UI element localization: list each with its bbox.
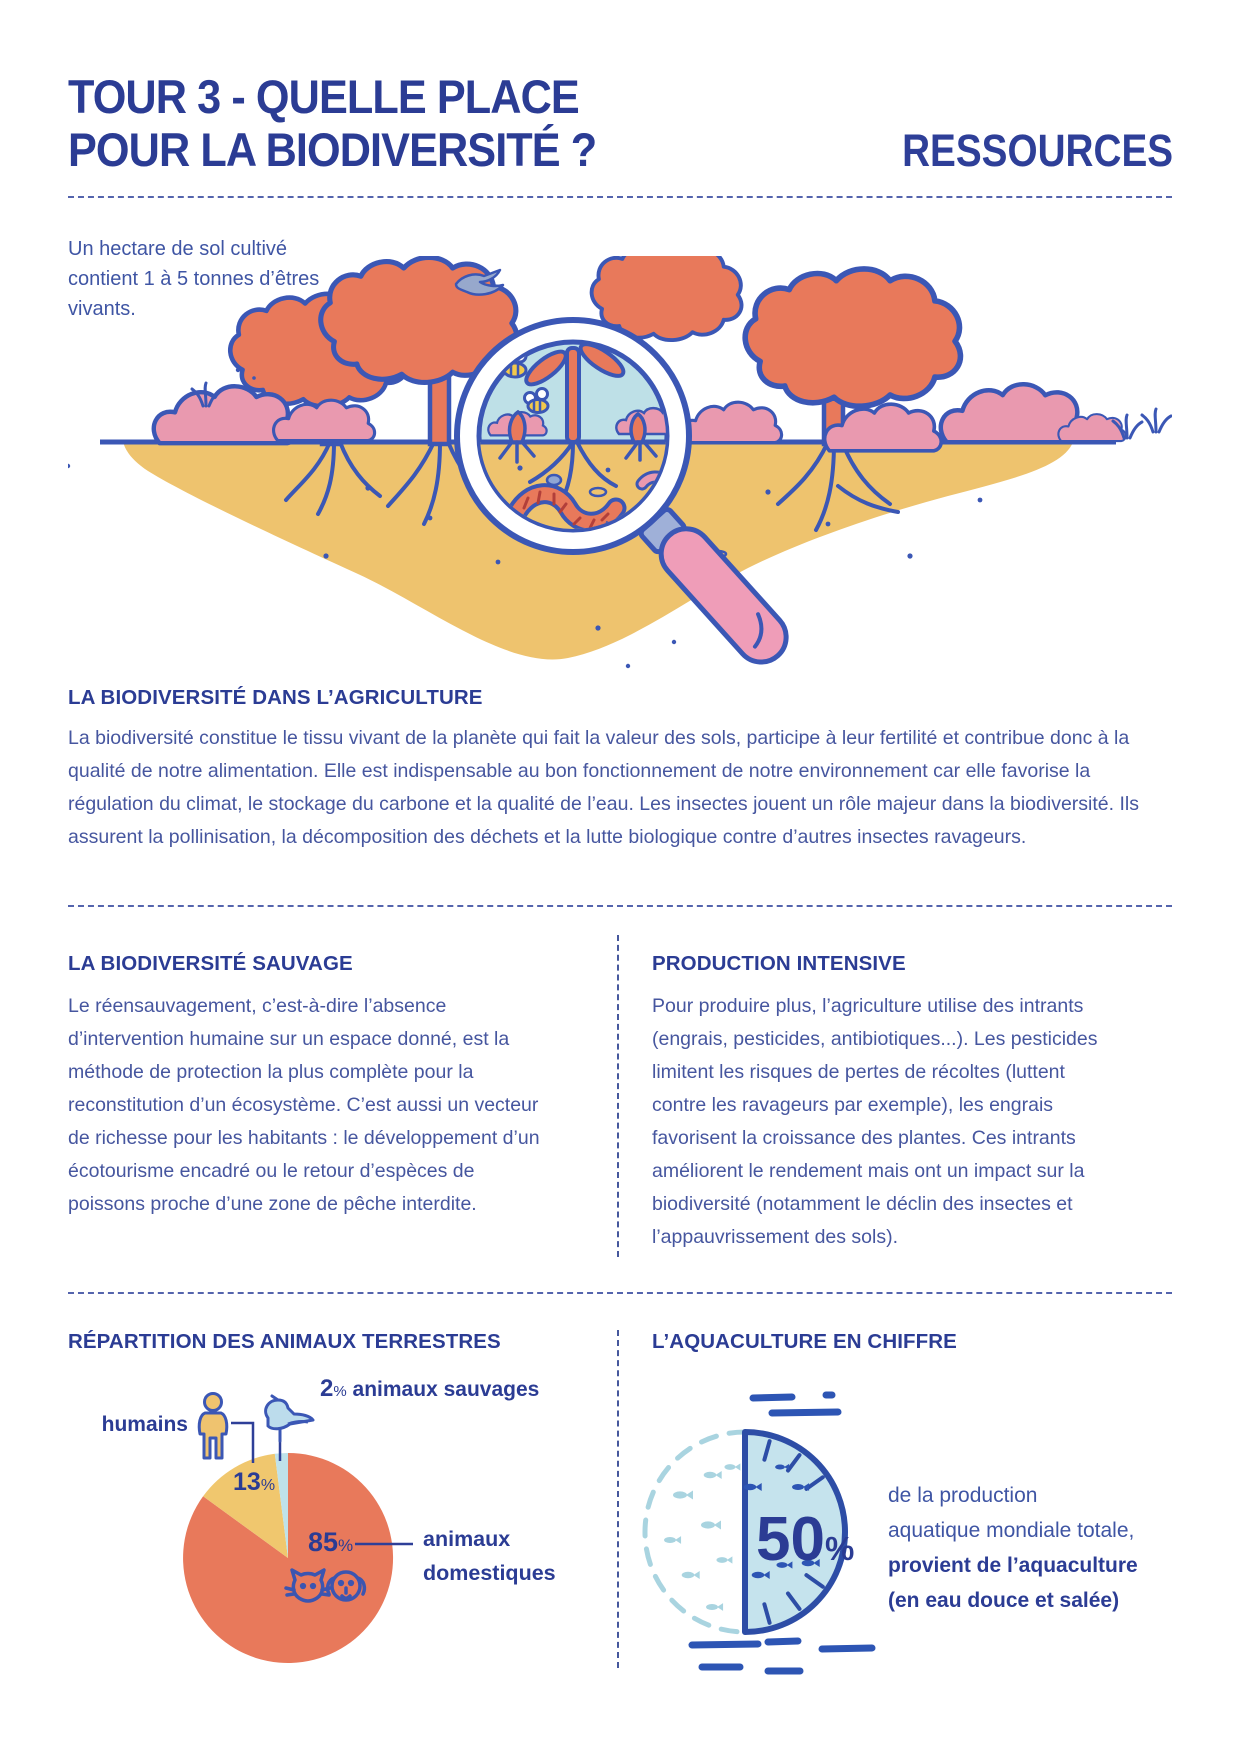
pie-label-domestic-1: animaux — [423, 1527, 511, 1551]
ressources-label: RESSOURCES — [902, 125, 1173, 176]
human-icon — [199, 1394, 227, 1459]
title-line-2: POUR LA BIODIVERSITÉ ? — [68, 123, 597, 176]
section-aquaculture-heading: L’AQUACULTURE EN CHIFFRE — [652, 1330, 957, 1353]
divider-bottom — [68, 1292, 1172, 1294]
pie-value-domestic: 85% — [308, 1527, 354, 1557]
column-divider-top — [617, 935, 619, 1257]
divider-middle — [68, 905, 1172, 907]
water-dashes-top — [753, 1395, 838, 1413]
divider-top — [68, 196, 1172, 198]
section-intensive-heading: PRODUCTION INTENSIVE — [652, 952, 906, 975]
aqua-caption-line1: de la production — [888, 1484, 1038, 1507]
pie-label-wild: 2% animaux sauvages — [320, 1375, 540, 1402]
section-agriculture-body: La biodiversité constitue le tissu vivant de la planète qui fait la valeur des sols, participe à leur fertilité et contribue donc à la qualité de notre alimentation. Elle est indispensable au bon fonctionnement de notre environnement car elle favorise la régulation du climat, le stockage du carbone et la qualité de l’eau. Les insectes jouent un rôle majeur dans la biodiversité. Ils assurent la pollinisation, la décomposition des déchets et la lutte biologique contre d’autres insectes ravageurs. — [68, 727, 1139, 848]
pie-label-domestic-2: domestiques — [423, 1561, 556, 1585]
section-agriculture-heading: LA BIODIVERSITÉ DANS L’AGRICULTURE — [68, 686, 483, 709]
section-repartition-heading: RÉPARTITION DES ANIMAUX TERRESTRES — [68, 1330, 501, 1353]
section-sauvage-heading: LA BIODIVERSITÉ SAUVAGE — [68, 952, 353, 975]
light-fish-group — [664, 1463, 740, 1610]
aqua-dashed-half — [645, 1432, 745, 1632]
pie-value-humans: 13% — [233, 1468, 276, 1496]
aqua-caption-line2: aquatique mondiale totale, — [888, 1519, 1135, 1542]
intro-text: Un hectare de sol cultivé contient 1 à 5 tonnes d’êtres vivants. — [68, 238, 320, 320]
terrestrial-animals-pie-chart — [68, 1368, 588, 1700]
aquaculture-caption — [888, 1478, 1188, 1618]
section-sauvage-body: Le réensauvagement, c’est-à-dire l’absence d’intervention humaine sur un espace donné, est la méthode de protection la plus complète pour la reconstitution d’un écosystème. C’est aussi un vecteur de richesse pour les habitants : le développement d’un écotourisme encadré ou le retour d’espèces de poissons proche d’une zone de pêche interdite. — [68, 995, 540, 1215]
water-dashes-bottom — [692, 1641, 872, 1671]
section-intensive-body: Pour produire plus, l’agriculture utilise des intrants (engrais, pesticides, antibiotiques...). Les pesticides limitent les risques de pertes de récoltes (luttent contre les ravageurs par exemple), les engrais favorisent la croissance des plantes. Ces intrants améliorent le rendement mais ont un impact sur la biodiversité (notamment le déclin des insectes et l’appauvrissement des sols). — [652, 995, 1098, 1248]
column-divider-bottom — [617, 1330, 619, 1668]
title-line-1: TOUR 3 - QUELLE PLACE — [68, 70, 579, 123]
aqua-stat-value: 50% — [756, 1505, 855, 1574]
soil-illustration — [68, 256, 1172, 708]
pie-label-humans: humains — [101, 1413, 188, 1436]
page-title — [68, 70, 596, 176]
aqua-caption-line3: provient de l’aquaculture — [888, 1554, 1138, 1577]
pie-bird-icon — [266, 1396, 313, 1441]
aqua-caption-line4: (en eau douce et salée) — [888, 1589, 1120, 1612]
